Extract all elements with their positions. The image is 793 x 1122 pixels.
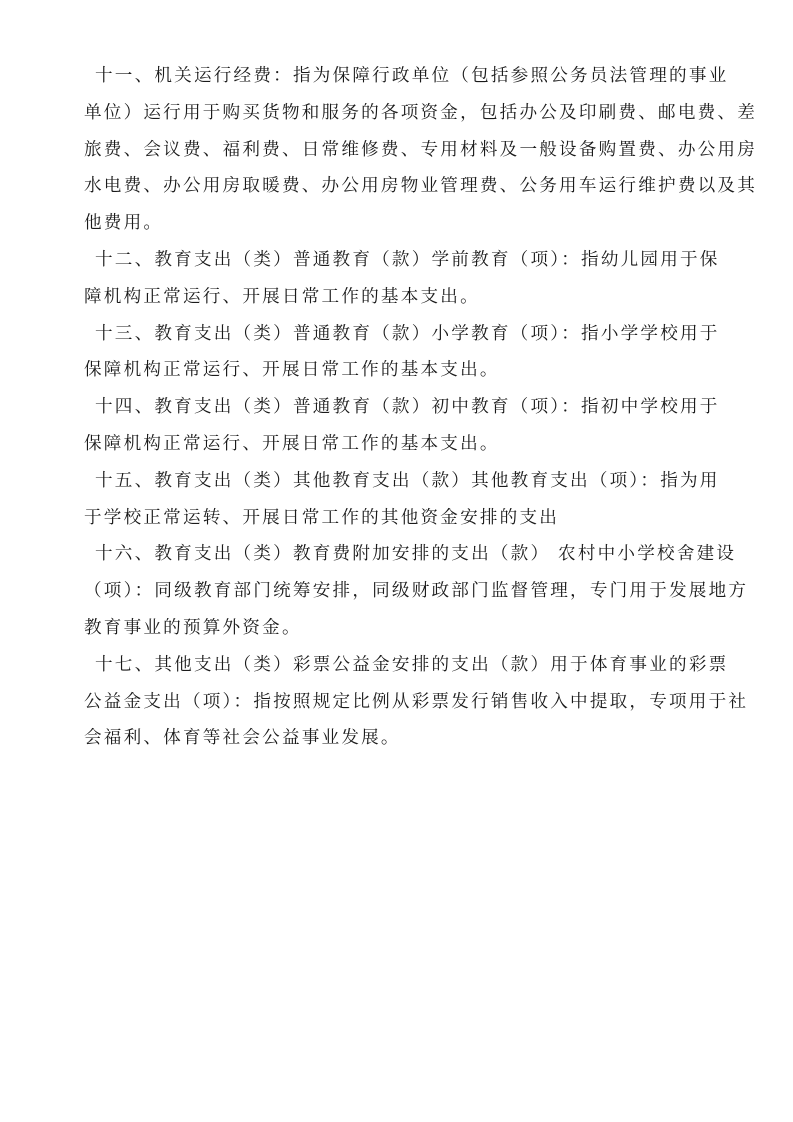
paragraph-item-12 <box>84 242 736 316</box>
paragraph-line: 于学校正常运转、开展日常工作的其他资金安排的支出 <box>84 507 560 528</box>
paragraph-line: 十六、教育支出（类）教育费附加安排的支出（款） 农村中小学校舍建设 <box>95 544 737 565</box>
paragraph-line: 教育事业的预算外资金。 <box>84 617 302 638</box>
paragraph-line: 十三、教育支出（类）普通教育（款）小学教育（项）：指小学学校用于 <box>95 323 720 344</box>
paragraph-line: 他费用。 <box>84 213 164 234</box>
paragraph-line: 障机构正常运行、开展日常工作的基本支出。 <box>84 286 480 307</box>
paragraph-line: 十五、教育支出（类）其他教育支出（款）其他教育支出（项）：指为用 <box>95 470 720 491</box>
paragraph-item-14 <box>84 389 736 463</box>
paragraph-line: 十四、教育支出（类）普通教育（款）初中教育（项）：指初中学校用于 <box>95 397 720 418</box>
paragraph-line: 十一、机关运行经费：指为保障行政单位（包括参照公务员法管理的事业 <box>95 66 729 86</box>
paragraph-line: 保障机构正常运行、开展日常工作的基本支出。 <box>84 360 500 381</box>
paragraph-line: 会福利、体育等社会公益事业发展。 <box>84 728 401 749</box>
document-body <box>84 58 757 757</box>
paragraph-item-17 <box>84 647 749 757</box>
paragraph-line: 十二、教育支出（类）普通教育（款）学前教育（项）：指幼儿园用于保 <box>95 249 720 270</box>
paragraph-item-11 <box>84 58 757 242</box>
paragraph-item-13 <box>84 316 736 390</box>
paragraph-line: 旅费、会议费、福利费、日常维修费、专用材料及一般设备购置费、办公用房 <box>84 139 757 160</box>
paragraph-line: 保障机构正常运行、开展日常工作的基本支出。 <box>84 433 500 454</box>
paragraph-line: 十七、其他支出（类）彩票公益金安排的支出（款）用于体育事业的彩票 <box>95 654 729 675</box>
paragraph-line: 公益金支出（项）：指按照规定比例从彩票发行销售收入中提取，专项用于社 <box>84 691 749 712</box>
paragraph-item-15 <box>84 463 736 537</box>
paragraph-item-16 <box>84 536 749 646</box>
paragraph-line: （项）：同级教育部门统筹安排，同级财政部门监督管理，专门用于发展地方 <box>84 581 749 602</box>
paragraph-line: 单位）运行用于购买货物和服务的各项资金，包括办公及印刷费、邮电费、差 <box>84 102 757 123</box>
paragraph-line: 水电费、办公用房取暖费、办公用房物业管理费、公务用车运行维护费以及其 <box>84 176 757 197</box>
